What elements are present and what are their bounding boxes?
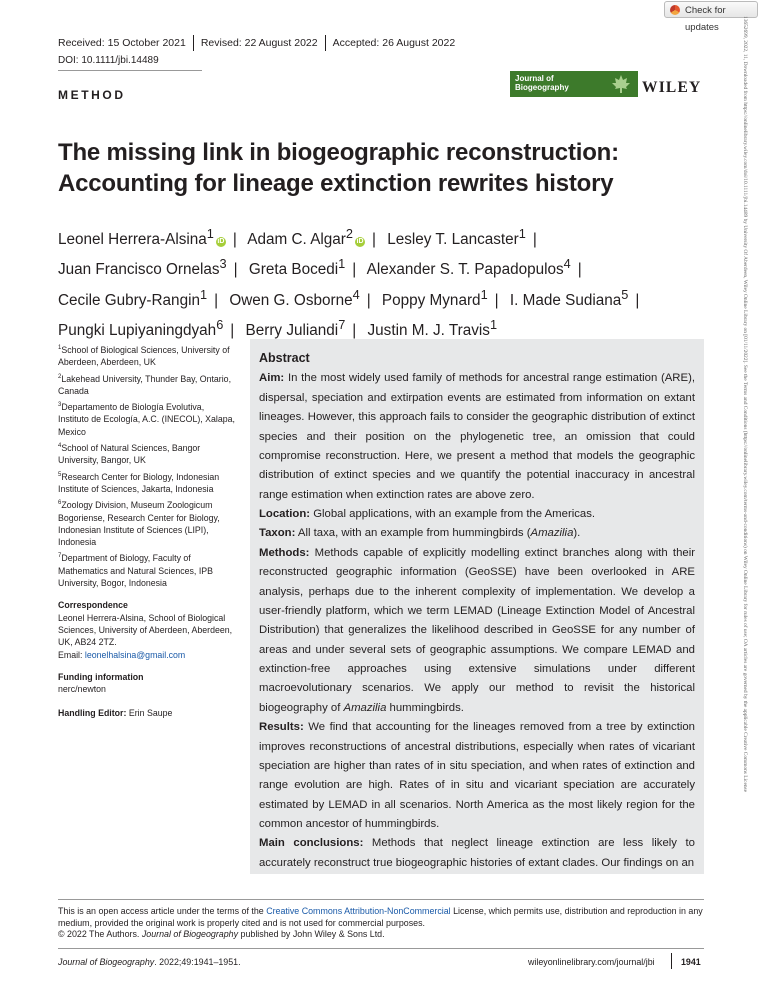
- affiliation-text: Research Center for Biology, Indonesian Institute of Sciences, Jakarta, Indonesia: [58, 471, 220, 494]
- author-name[interactable]: Alexander S. T. Papadopulos: [366, 261, 564, 279]
- email-link[interactable]: leonelhalsina@gmail.com: [84, 649, 186, 660]
- author-separator: |: [635, 291, 640, 309]
- author-separator: |: [494, 291, 499, 309]
- taxon-genus: Amazilia: [530, 527, 574, 540]
- affiliation-number: 5: [58, 471, 62, 478]
- divider: [58, 948, 704, 949]
- affiliation-text: Zoology Division, Museum Zoologicum Bogoriense, Research Center for Biology, Indonesian Institute of Sciences (LIPI), Indonesia: [58, 500, 220, 548]
- author-name[interactable]: Pungki Lupiyaningdyah: [58, 321, 217, 339]
- author-affiliation-ref[interactable]: 1: [518, 226, 526, 241]
- orcid-icon[interactable]: iD: [217, 238, 225, 246]
- abstract-results: [259, 718, 695, 834]
- handling-editor-name: Erin Saupe: [128, 708, 173, 719]
- email-label: Email:: [58, 649, 85, 660]
- author-separator: |: [230, 321, 235, 339]
- divider: [193, 35, 194, 51]
- affiliation-number: 2: [58, 373, 62, 380]
- page-number: 1941: [681, 957, 701, 967]
- license-notice: [58, 906, 708, 941]
- license-text: This is an open access article under the terms of the: [58, 906, 267, 916]
- license-text-end: License, which permits use, distribution and reproduction in any medium, provided the original work is properly cited and is not used for commercial purposes.: [58, 906, 703, 928]
- history-dates: [58, 35, 455, 51]
- author-affiliation-ref[interactable]: 4: [563, 256, 571, 272]
- journal-logo[interactable]: [510, 71, 638, 97]
- copyright-publisher: published by John Wiley & Sons Ltd.: [238, 929, 385, 940]
- affiliation-item: [58, 499, 236, 548]
- affiliation-number: 7: [58, 553, 62, 560]
- author-name[interactable]: Poppy Mynard: [381, 291, 481, 309]
- abstract-heading: Abstract: [259, 351, 310, 365]
- conclusions-text: Methods that neglect lineage extinction are less likely to accurately reconstruct true biogeographic histories of extant clades. Our findings on an: [259, 837, 695, 869]
- author-affiliation-ref[interactable]: 2: [345, 226, 353, 241]
- author-separator: |: [232, 231, 237, 249]
- affiliation-item: [58, 471, 236, 496]
- author-affiliation-ref[interactable]: 5: [621, 286, 629, 302]
- methods-end: hummingbirds.: [386, 701, 464, 714]
- affiliation-text: Lakehead University, Thunder Bay, Ontario, Canada: [58, 373, 232, 396]
- author-name[interactable]: Adam C. Algar: [247, 231, 346, 249]
- affiliation-number: 6: [58, 500, 62, 507]
- author-separator: |: [366, 291, 371, 309]
- methods-text: Methods capable of explicitly modelling extinct branches along with their reconstructed geographic information (GeoSSE) have been overlooked in ARE analysis, perhaps due to the inherent complexity of implementation. We develop a user-friendly platform, which we term LEMAD (Lineage Extinction Model of Ancestral Distribution) that generalizes the likelihood described in GeoSSE for any number of areas and under several sets of geographic assumptions. We compare LEMAD and extinction-free approaches using extensive simulations under different macroevolutionary scenarios. We apply our method to revisit the historical biogeography of: [259, 546, 695, 714]
- taxon-text: All taxa, with an example from hummingbirds (: [297, 527, 531, 540]
- abstract-aim: [259, 369, 695, 505]
- author-affiliation-ref[interactable]: 1: [206, 226, 214, 241]
- copyright-journal: Journal of Biogeography: [141, 929, 239, 940]
- author-name[interactable]: I. Made Sudiana: [509, 291, 622, 309]
- affiliation-item: [58, 401, 236, 438]
- author-name[interactable]: Greta Bocedi: [248, 261, 339, 279]
- publisher-logo: WILEY: [642, 79, 702, 96]
- doi[interactable]: DOI: 10.1111/jbi.14489: [58, 55, 159, 66]
- author-separator: |: [233, 261, 238, 279]
- methods-genus: Amazilia: [343, 701, 387, 714]
- author-affiliation-ref[interactable]: 6: [216, 316, 224, 332]
- accepted-date: Accepted: 26 August 2022: [332, 36, 456, 49]
- author-separator: |: [352, 321, 357, 339]
- taxon-end: ).: [573, 527, 581, 540]
- affiliation-list: [58, 344, 236, 589]
- received-date: Received: 15 October 2021: [58, 36, 186, 49]
- abstract: [259, 349, 695, 873]
- author-name[interactable]: Juan Francisco Ornelas: [58, 261, 220, 279]
- maple-leaf-icon: [611, 74, 631, 94]
- citation: [58, 957, 241, 967]
- affiliation-item: [58, 442, 236, 467]
- section-label: METHOD: [58, 88, 126, 102]
- aim-text: In the most widely used family of methods for ancestral range estimation (ARE), dispersal, speciation and extirpation events are estimated from information on extant lineages. However, this approach fails to consider the geographic distribution of extinct species and their position on the phylogenetic tree, an omission that could compromise reconstruction. Here, we present a method that models the geographic distribution of extinct species and we quantify the potential inaccuracy in ancestral range estimation when extinction rates are above zero.: [259, 372, 695, 501]
- funding-heading: Funding information: [58, 671, 144, 682]
- affiliation-number: 3: [58, 402, 62, 409]
- download-side-note: [740, 16, 756, 981]
- author-affiliation-ref[interactable]: 1: [199, 286, 208, 302]
- author-name[interactable]: Lesley T. Lancaster: [387, 231, 519, 249]
- download-side-text: 13652699, 2022, 11, Downloaded from https://onlinelibrary.wiley.com/doi/10.1111/jbi.14489 by University Of Aberdeen, Wiley Online Library on [01/11/2022]. See the Terms and Conditions (https://onlinelibrary.wiley.com/terms-and-conditions) on Wiley Online Library for rules of use; OA articles are governed by the applicable Creative Commons License: [742, 16, 748, 793]
- author-separator: |: [352, 261, 357, 279]
- affiliation-number: 4: [58, 443, 62, 450]
- orcid-icon[interactable]: iD: [356, 238, 364, 246]
- author-name[interactable]: Leonel Herrera-Alsina: [58, 231, 207, 249]
- author-affiliation-ref[interactable]: 7: [338, 316, 346, 332]
- divider: [671, 953, 672, 969]
- crossmark-icon: [670, 5, 680, 15]
- correspondence-text: [58, 612, 236, 661]
- journal-logo-line1: Journal of: [515, 74, 554, 83]
- divider: [58, 899, 704, 900]
- handling-editor-label: Handling Editor:: [58, 708, 127, 719]
- journal-url[interactable]: wileyonlinelibrary.com/journal/jbi: [528, 957, 655, 967]
- results-text: We find that accounting for the lineages removed from a tree by extinction improves reconstructions of ancestral distributions, especially when rates of vicariant speciation are higher than rates of in situ speciation, and when rates of extinction and range evolution are high. Rates of in situ and vicariant speciation are accurately estimated by LEMAD in all scenarios. North America as the most likely region for the common ancestor of hummingbirds.: [259, 721, 695, 830]
- divider: [58, 70, 202, 71]
- author-affiliation-ref[interactable]: 1: [338, 256, 346, 272]
- affiliation-item: [58, 552, 236, 589]
- author-name[interactable]: Cecile Gubry-Rangin: [58, 291, 200, 309]
- affiliation-text: School of Biological Sciences, University of Aberdeen, Aberdeen, UK: [58, 345, 230, 368]
- location-text: Global applications, with an example from the Americas.: [313, 508, 596, 520]
- affiliation-number: 1: [58, 345, 62, 351]
- affiliation-text: Department of Biology, Faculty of Mathematics and Natural Sciences, IPB University, Bogor, Indonesia: [58, 553, 213, 589]
- license-link[interactable]: Creative Commons Attribution-NonCommercial: [266, 906, 451, 916]
- author-name[interactable]: Berry Juliandi: [245, 321, 339, 339]
- conclusions-label: Main conclusions:: [259, 837, 364, 850]
- taxon-label: Taxon:: [259, 527, 296, 540]
- author-separator: |: [532, 231, 537, 249]
- divider: [325, 35, 326, 51]
- check-for-updates-label: Check for updates: [685, 5, 726, 33]
- author-separator: |: [577, 261, 582, 279]
- affiliation-text: School of Natural Sciences, Bangor University, Bangor, UK: [58, 443, 201, 466]
- author-affiliation-ref[interactable]: 4: [352, 286, 360, 302]
- author-name[interactable]: Justin M. J. Travis: [367, 321, 490, 339]
- location-label: Location:: [259, 508, 311, 520]
- copyright-text: © 2022 The Authors.: [58, 929, 142, 940]
- abstract-conclusions: [259, 834, 695, 873]
- correspondence-address: Leonel Herrera-Alsina, School of Biological Sciences, University of Aberdeen, Aberdeen, UK, AB24 2TZ.: [58, 612, 233, 648]
- author-affiliation-ref[interactable]: 3: [219, 256, 227, 272]
- affiliation-text: Departamento de Biología Evolutiva, Instituto de Ecología, A.C. (INECOL), Xalapa, Mexico: [58, 402, 236, 437]
- methods-label: Methods:: [259, 546, 310, 559]
- affiliation-item: [58, 373, 236, 398]
- author-list: [58, 222, 728, 343]
- author-separator: |: [214, 291, 219, 309]
- aim-label: Aim:: [259, 372, 285, 385]
- abstract-location: [259, 505, 695, 524]
- citation-journal: Journal of Biogeography: [58, 957, 155, 967]
- revised-date: Revised: 22 August 2022: [200, 36, 318, 49]
- journal-logo-line2: Biogeography: [515, 83, 569, 92]
- funding-text: nerc/newton: [58, 684, 106, 695]
- affiliations-column: [58, 344, 236, 720]
- affiliation-item: [58, 344, 236, 369]
- author-separator: |: [372, 231, 376, 249]
- article-title: The missing link in biogeographic reconstruction: Accounting for lineage extinction rewrites history: [58, 139, 619, 197]
- correspondence-heading: Correspondence: [58, 600, 128, 611]
- results-label: Results:: [259, 721, 304, 734]
- handling-editor: [58, 707, 236, 719]
- author-name[interactable]: Owen G. Osborne: [229, 291, 353, 309]
- abstract-taxon: [259, 524, 695, 543]
- author-affiliation-ref[interactable]: 1: [480, 286, 488, 302]
- abstract-methods: [259, 544, 695, 718]
- citation-volume: . 2022;49:1941–1951.: [154, 957, 241, 967]
- author-affiliation-ref[interactable]: 1: [489, 316, 498, 332]
